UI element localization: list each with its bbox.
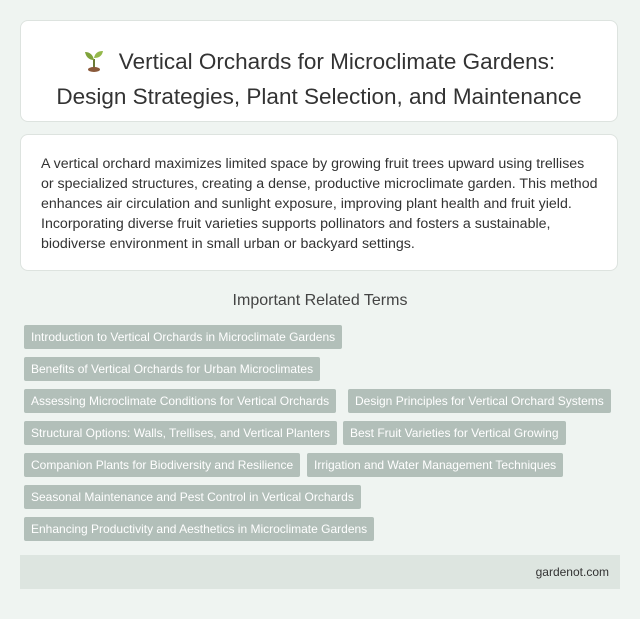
related-terms-heading: Important Related Terms bbox=[232, 292, 408, 309]
related-term-chip[interactable]: Design Principles for Vertical Orchard Systems bbox=[348, 389, 611, 413]
related-term-chip[interactable]: Introduction to Vertical Orchards in Microclimate Gardens bbox=[24, 325, 342, 349]
related-term-chip[interactable]: Seasonal Maintenance and Pest Control in Vertical Orchards bbox=[24, 485, 361, 509]
description-card bbox=[20, 134, 618, 271]
footer bbox=[20, 555, 620, 589]
description-text: A vertical orchard maximizes limited space by growing fruit trees upward using trellises or specialized structures, creating a dense, productive microclimate garden. This method enhances air circulation and sunlight exposure, improving plant health and fruit yield. Incorporating diverse fruit varieties supports pollinators and fosters a sustainable, biodiverse environment in small urban or backyard settings. bbox=[41, 156, 598, 252]
title-card bbox=[20, 20, 618, 122]
footer-site-link[interactable]: gardenot.com bbox=[535, 565, 609, 579]
sprout-icon bbox=[83, 48, 105, 81]
related-term-chip[interactable]: Companion Plants for Biodiversity and Resilience bbox=[24, 453, 300, 477]
related-term-chip[interactable]: Irrigation and Water Management Techniques bbox=[307, 453, 563, 477]
page-title bbox=[21, 46, 617, 113]
related-term-chip[interactable]: Assessing Microclimate Conditions for Vertical Orchards bbox=[24, 389, 336, 413]
related-term-chip[interactable]: Best Fruit Varieties for Vertical Growing bbox=[343, 421, 566, 445]
title-line-2: Design Strategies, Plant Selection, and Maintenance bbox=[56, 84, 582, 109]
title-line-1: Vertical Orchards for Microclimate Gardens: bbox=[118, 49, 556, 74]
related-term-chip[interactable]: Benefits of Vertical Orchards for Urban Microclimates bbox=[24, 357, 320, 381]
related-term-chip[interactable]: Structural Options: Walls, Trellises, and Vertical Planters bbox=[24, 421, 337, 445]
related-term-chip[interactable]: Enhancing Productivity and Aesthetics in Microclimate Gardens bbox=[24, 517, 374, 541]
